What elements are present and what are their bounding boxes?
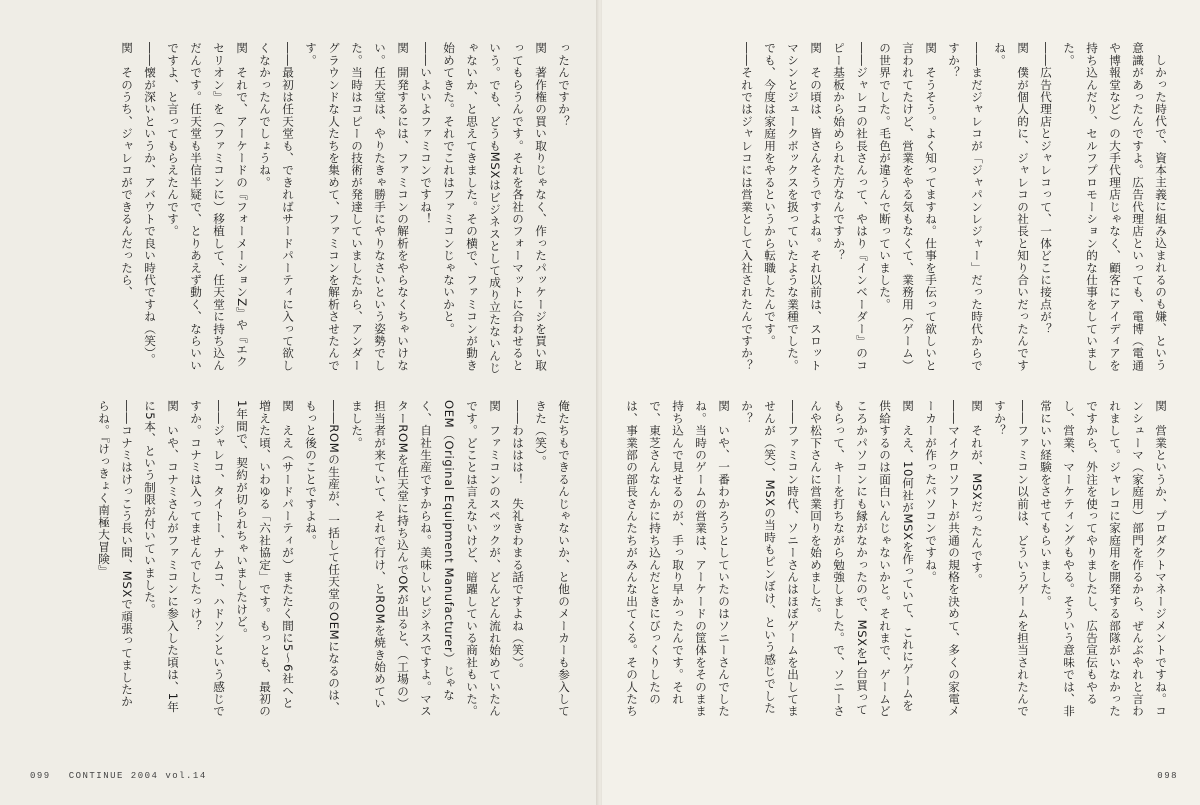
paragraph: 関 その頃は、皆さんそうですよね。それ以前は、スロットマシンとジュークボックスを扱っていたような業種でした。でも、今度は家庭用をやるというから転職したんです。 xyxy=(763,42,823,372)
paragraph: ――ファミコン以前は、どういうゲームを担当されたんですか？ xyxy=(993,400,1030,718)
paragraph: ――ジャレコの社長さんって、やはり『インベーダー』のコピー基板から始められた方なんですか？ xyxy=(832,42,869,372)
paragraph: 関 いや、一番わかろうとしていたのはソニーさんでしたね。当時のゲームの営業は、アーケードの筐体をそのまま持ち込んで見せるのが、手っ取り早かったんです。それで、東芝さんなんかに持ち込んだときにびっくりしたのは、事業部の部長さんたちがみんな出てくる。その人たち xyxy=(625,400,731,718)
paragraph: ――まだジャレコが「ジャパンレジャー」だった時代からですか？ xyxy=(947,42,984,372)
page-footer xyxy=(30,771,207,781)
paragraph: ――それではジャレコには営業として入社されたんですか？ xyxy=(740,42,754,372)
paragraph: 関 開発するには、ファミコンの解析をやらなくちゃいけない。任天堂は、やりたきゃ勝手にやりなさいという姿勢でした。当時はコピーの技術が発達していましたから、アンダーグラウンドな人たちを集めて、ファミコンを解析させたんです。 xyxy=(304,42,410,372)
left-page xyxy=(0,0,598,805)
paragraph: 関 著作権の買い取りじゃなく、作ったパッケージを買い取ってもらうんです。それを各社のフォーマットに合わせるという。でも、どうもMSXはビジネスとして成り立たないんじゃないか、と思えてきました。その横で、ファミコンが動き始めてきた。それでこれはファミコンじゃないかと。 xyxy=(442,42,548,375)
paragraph: ――マイクロソフトが共通の規格を決めて、多くの家電メーカーが作ったパソコンですね。 xyxy=(924,400,961,718)
paragraph: ――懐が深いというか、アバウトで良い時代ですね（笑）。 xyxy=(143,42,157,366)
paragraph: 関 いや、コナミさんがファミコンに参入した頃は、1年に5本、という制限が付いていました。 xyxy=(143,400,180,713)
paragraph: ――わははは！ 失礼きわまる話ですよね（笑）。 xyxy=(511,400,525,675)
paragraph: ――いよいよファミコンですね！ xyxy=(419,42,433,225)
paragraph: ったんですか？ xyxy=(557,42,571,128)
paragraph: 関 それで、アーケードの『フォーメーションZ』や『エクセリオン』を（ファミコンに）移植して、任天堂に持ち込んだんです。任天堂も半信半疑で、とりあえず動く、ならいいですよ、と言ってもらえたんです。 xyxy=(166,42,249,372)
magazine-title: CONTINUE 2004 vol.14 xyxy=(68,771,207,781)
paragraph: ――広告代理店とジャレコって、一体どこに接点が？ xyxy=(1039,42,1053,335)
right-bottom-text-tier xyxy=(622,400,1172,718)
left-bottom-text-tier xyxy=(30,400,575,718)
page-number: 099 xyxy=(30,771,51,781)
paragraph: 関 営業というか、プロダクトマネージメントですね。コンシューマ（家庭用）部門を作るから、ぜんぶやれと言われまして。ジャレコに家庭用を開発する部隊がいなかったですから、外注を使ってやりましたし、広告宣伝もやるし、営業、マーケティングもやる。そういう意味では、非常にいい経験をさせてもらいました。 xyxy=(1039,400,1168,718)
paragraph: ――最初は任天堂も、できればサードパーティに入って欲しくなかったんでしょうね。 xyxy=(258,42,295,372)
left-top-text-tier xyxy=(30,42,575,377)
right-page xyxy=(602,0,1200,805)
page-number: 098 xyxy=(1157,771,1178,781)
paragraph: 関 ええ（サードパーティが）またたく間に5〜6社へと増えた頃、いわゆる「六社協定」です。もっとも、最初の1年間で、契約が切られちゃいましたけど。 xyxy=(235,400,295,718)
paragraph: ――コナミはけっこう長い間、MSXで頑張ってましたからね。『けっきょく南極大冒険』 xyxy=(97,400,134,708)
paragraph: しかった時代で、資本主義に組み込まれるのも嫌、という意識があったんですよ。広告代理店といっても、電博（電通や博報堂など）の大手代理店じゃなく、顧客にアイディアを持ち込んだり、セルフプロモーション的な仕事をしていました。 xyxy=(1062,42,1168,372)
paragraph: 関 ファミコンのスペックが、どんどん流れ始めていたんです。どことは言えないけど、暗躍している商社もいた。OEM（Original Equipment Manufacturer）じゃなく、自社生産ですからね。美味しいビジネスですよ。マスターROMを任天堂に持ち込んでOKが出ると、（工場の）担当者が来ていて、それで行け、とROMを焼き始めていました。 xyxy=(350,400,502,718)
paragraph: 関 僕が個人的に、ジャレコの社長と知り合いだったんですね。 xyxy=(993,42,1030,372)
paragraph: ――ジャレコ、タイトー、ナムコ、ハドソンという感じですか。コナミは入ってませんでしたっけ？ xyxy=(189,400,226,718)
paragraph: ――ファミコン時代、ソニーさんはほぼゲームを出してませんが（笑）、MSXの当時もピンぼけ、という感じでしたか？ xyxy=(740,400,800,718)
paragraph: 関 そうそう。よく知ってますね。仕事を手伝って欲しいと言われてたけど、営業をやる気もなくて、業務用（ゲーム）の世界でした。毛色が違うんで断っていました。 xyxy=(878,42,938,372)
right-top-text-tier xyxy=(622,42,1172,377)
paragraph: 関 そのうち、ジャレコができるんだったら、 xyxy=(120,42,134,299)
paragraph: 俺たちもできるんじゃないか、と他のメーカーも参入してきた（笑）。 xyxy=(534,400,571,718)
paragraph: ――ROMの生産が、一括して任天堂のOEMになるのは、もっと後のことですよね。 xyxy=(304,400,341,714)
paragraph: 関 ええ、10何社がMSXを作っていて、これにゲームを供給するのは面白いんじゃないかと。それまで、ゲームどころかパソコンにも縁がなかったので、MSXを1台買ってもらって、キーを打ちながら勉強しました。で、ソニーさんや松下さんに営業回りを始めました。 xyxy=(809,400,915,718)
paragraph: 関 それが、MSXだったんです。 xyxy=(970,400,984,586)
